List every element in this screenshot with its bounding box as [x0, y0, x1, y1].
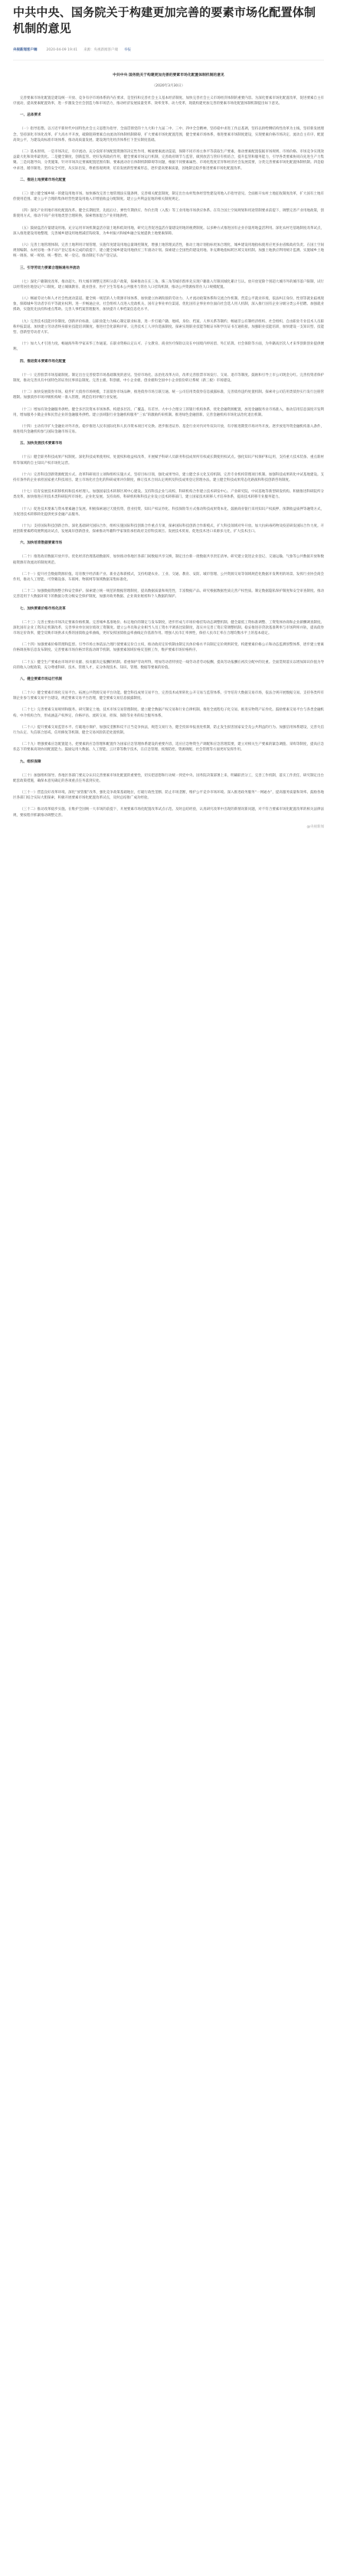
paragraph: （三十一）营造良好改革环境。深化“放管服”改革，强化竞争政策基础地位，打破行政性垄断、防止市场垄断，维护公平竞争市场环境。深入推进政务服务“一网通办”，提高服务质量和效率。鼓励各地区各部门结合实际大胆探索，积极开展要素市场化配置改革试点，及时总结推广成功经验。	[13, 791, 324, 801]
paragraph: （三）建立健全城乡统一的建设用地市场。加快修改完善土地管理法实施条例，完善相关配套制度，制定出台农村集体经营性建设用地入市指导意见。全面推开农村土地征收制度改革，扩大国有土地有偿使用范围。建立公平合理的集体经营性建设用地入市增值收益分配制度。建立公共利益征地的相关制度规定。	[13, 191, 324, 202]
paragraph: （二十四）加强要素价格管理和监督。引导市场主体依法合理行使要素定价自主权，推动政府定价机制由制定具体价格水平向制定定价规则转变。构建要素价格公示和动态监测预警体系，逐步建立要素价格调查和信息发布制度。完善要素市场价格异常波动调节机制。加强要素领域价格反垄断工作，维护要素市场价格秩序。	[13, 643, 324, 653]
paragraph: （二十八）提升要素交易监管水平。打破地方保护，加强反垄断和反不正当竞争执法，规范交易行为，健全投诉举报查处机制，防止发生损害国家安全及公共利益的行为。加强信用体系建设，完善失信行为认定、失信联合惩戒、信用修复等机制。健全交易风险防范处置机制。	[13, 725, 324, 735]
paragraph: （五）鼓励盘活存量建设用地。充分运用市场机制盘活存量土地和低效用地，研究完善促进盘活存量建设用地的税费制度。以多种方式推进国有企业存量用地盘活利用。深化农村宅基地制度改革试点，深入推进建设用地整理，完善城乡建设用地增减挂钩政策，为乡村振兴和城乡融合发展提供土地要素保障。	[13, 226, 324, 236]
paragraph: （十七）培育发展技术转移机构和技术经理人。加强国家技术转移区域中心建设。支持科技企业与高校、科研机构合作建立技术研发中心、产业研究院、中试基地等新型研发机构。积极推进科研院所分类改革，加快推进应用技术类科研院所市场化、企业化发展。支持高校、科研机构和科技企业设立技术转移部门。建立国家技术转移人才培养体系，提高技术转移专业服务能力。	[13, 490, 324, 500]
paragraph: （二十五）健全生产要素由市场评价贡献、按贡献决定报酬的机制。着重保护劳动所得，增加劳动者特别是一线劳动者劳动报酬，提高劳动报酬在初次分配中的比重。全面贯彻落实以增加知识价值为导向的收入分配政策，充分尊重科研、技术、管理人才，充分体现技术、知识、管理、数据等要素的价值。	[13, 660, 324, 670]
paragraph: （三十二）推动改革稳步实施。在维护全国统一大市场的前提下，开展要素市场化配置改革试点示范。及时总结经验，认真研究改革中出现的新情况新问题，对不符合要素市场化配置改革的相关法律法规，要按程序抓紧推动调整完善。	[13, 808, 324, 818]
paragraph: （十九）支持国际科技创新合作。深化基础研究国际合作，组织实施国际科技创新合作重点专项，探索国际科技创新合作新模式，扩大科技领域对外开放。加大抗病毒药物及疫苗研发国际合作力度。开展创新要素跨境便利流动试点，发展离岸创新创业，探索推动外籍科学家领衔承担政府支持科技项目。发展技术贸易，促进技术进口来源多元化，扩大技术出口。	[13, 524, 324, 534]
section-heading: 七、加快要素价格市场化改革	[20, 606, 66, 611]
paragraph: （十四）主动有序扩大金融业对外开放。稳步推进人民币国际化和人民币资本项目可兑换。逐步推进证券、基金行业对内对外双向开放，有序推进期货市场对外开放。逐步放宽外资金融机构准入条件，推进境内金融机构参与国际金融市场交易。	[13, 424, 324, 435]
paragraph: （十三）增加有效金融服务供给。健全多层次资本市场体系。构建多层次、广覆盖、有差异、大中小合理分工的银行机构体系，优化金融资源配置，放宽金融服务业市场准入，推动信用信息深度开发利用，增加服务小微企业和民营企业的金融服务供给。建立县域银行业金融机构服务“三农”的激励约束机制。推进绿色金融创新。完善金融机构市场化法治化退出机制。	[13, 407, 324, 417]
paragraph: （二十七）完善要素交易规则和服务。研究制定土地、技术市场交易管理制度。建立健全数据产权交易和行业自律机制。推进全流程电子化交易。推进实物资产证券化。鼓励要素交易平台与各类金融机构、中介机构合作，形成涵盖产权界定、价格评估、流转交易、担保、保险等业务的综合服务体系。	[13, 708, 324, 718]
paragraph: （八）畅通劳动力和人才社会性流动渠道。健全统一规范的人力资源市场体系，加快建立协调衔接的劳动力、人才流动政策体系和交流合作机制。营造公平就业环境，依法纠正身份、性别等就业歧视现象，保障城乡劳动者享有平等就业权利。进一步畅通企业、社会组织人员进入党政机关、国有企事业单位渠道。优化国有企事业单位面向社会选人用人机制，深入推行国有企业分级分类公开招聘。加强就业援助，实施优先扶持和重点帮助。完善人事档案管理服务，加快提升人事档案信息化水平。	[13, 297, 324, 312]
source-text: 来源：央视新闻客户端	[83, 48, 119, 52]
paragraph: （六）完善土地管理体制。完善土地利用计划管理，实施年度建设用地总量调控制度，增强土地管理灵活性，推动土地计划指标更加合理化，城乡建设用地指标使用应更多由省级政府负责。在国土空间规划编制、农村房地一体不动产登记基本完成的前提下，建立健全城乡建设用地供应三年滚动计划。探索建立全国性的建设用地、补充耕地指标跨区域交易机制。加强土地供应利用统计监测。实施城乡土地统一调查、统一规划、统一整治、统一登记。推动制定不动产登记法。	[13, 243, 324, 259]
paragraph: （三十）加强组织领导。各地区各部门要充分认识完善要素市场化配置的重要性，切实把思想和行动统一到党中央、国务院决策部署上来，明确职责分工，完善工作机制，落实工作责任，研究制定出台配套政策措施，确保本意见确定的各项重点任务落到实处。	[13, 773, 324, 783]
watermark: @央视新闻	[306, 824, 324, 829]
paragraph: （十）加大人才引进力度。畅通海外科学家来华工作通道。在职业资格认定认可、子女教育、商业医疗保险以及在中国境内停居留、外汇结算、社会保险等方面，为外籍高层次人才来华创新创业提供便利。	[13, 342, 324, 352]
section-heading: 八、健全要素市场运行机制	[20, 677, 63, 681]
paragraph: （二十一）提升社会数据资源价值。培育数字经济新产业、新业态和新模式，支持构建农业、工业、交通、教育、安防、城市管理、公共资源交易等领域规范化数据开发利用的场景。发挥行业协会商会作用，推动人工智能、可穿戴设备、车联网、物联网等领域数据采集标准化。	[13, 572, 324, 582]
paragraph: （十二）加快发展债券市场。稳步扩大债券市场规模，丰富债券市场品种，推进债券市场互联互通。统一公司信用类债券信息披露标准，完善债券违约处置机制。探索对公司信用类债券实行发行注册管理制。加强债券市场评级机构统一准入管理，规范信用评级行业发展。	[13, 390, 324, 400]
report-link[interactable]: 举报	[124, 48, 132, 52]
paragraph: （九）完善技术技能评价制度。创新评价标准，以职业能力为核心制定职业标准，进一步打破户籍、地域、身份、档案、人事关系等制约，畅通非公有制经济组织、社会组织、自由职业专业技术人员职称申报渠道。加快建立劳动者终身职业技能培训制度。推进社会化职称评审。完善技术工人评价选拔制度。探索实现职业技能等级证书和学历证书互通衔接。加强职业技能培训，加快建设一支知识型、技能型、创新型劳动者大军。	[13, 319, 324, 335]
paragraph: 完善要素市场化配置是建设统一开放、竞争有序市场体系的内在要求，是坚持和完善社会主义基本经济制度、加快完善社会主义市场经济体制的重要内容。为深化要素市场化配置改革，促进要素自主有序流动，提高要素配置效率，进一步激发全社会创造力和市场活力，推动经济发展质量变革、效率变革、动力变革，现就构建更加完善的要素市场化配置体制机制提出如下意见。	[13, 96, 324, 106]
section-heading: 九、组织保障	[20, 759, 41, 764]
section-heading: 五、加快发展技术要素市场	[20, 442, 63, 446]
paragraph: （二）基本原则。一是市场决定，有序流动。充分发挥市场配置资源的决定性作用，畅通要素流动渠道，保障不同市场主体平等获取生产要素，推动要素配置依据市场规则、市场价格、市场竞争实现效益最大化和效率最优化。二是健全制度，创新监管。更好发挥政府作用，健全要素市场运行机制，完善政府调节与监管，做到放活与管好有机结合，提升监管和服务能力，引导各类要素协同向先进生产力集聚。三是问题导向，分类施策。针对市场决定要素配置范围有限、要素流动存在体制机制障碍等问题，根据不同要素属性、市场化程度差异和经济社会发展需要，分类完善要素市场化配置体制机制。四是稳中求进，循序渐进。坚持安全可控，从实际出发，尊重客观规律，培育发展新型要素形态，逐步提高要素质量，因地制宜稳步推进要素市场化配置改革。	[13, 150, 324, 171]
document-title: 中共中央 国务院关于构建更加完善的要素市场化配置体制机制的意见	[113, 73, 224, 77]
article-meta	[13, 44, 324, 55]
publish-time: 2020-04-09 19:41	[46, 47, 78, 52]
paragraph: （二十二）加强数据资源整合和安全保护。探索建立统一规范的数据管理制度，提高数据质量和规范性，丰富数据产品。研究根据数据性质完善产权性质。制定数据隐私保护制度和安全审查制度。推动完善适用于大数据环境下的数据分类分级安全保护制度，加强对政务数据、企业商业秘密和个人数据的保护。	[13, 589, 324, 599]
paragraph: （二十六）健全要素市场化交易平台。拓展公共资源交易平台功能。健全科技成果交易平台，完善技术成果转化公开交易与监管体系。引导培育大数据交易市场，依法合规开展数据交易。支持各类所有制企业参与要素交易平台建设，规范要素交易平台治理，健全要素交易信息披露制度。	[13, 691, 324, 701]
paragraph: （二十）推进政府数据开放共享。优化经济治理基础数据库，加快推动各地区各部门间数据共享交换，制定出台新一批数据共享责任清单。研究建立促进企业登记、交通运输、气象等公共数据开放和数据资源有效流动的制度规范。	[13, 555, 324, 565]
section-heading: 三、引导劳动力要素合理畅通有序流动	[20, 266, 80, 270]
paragraph: （十五）健全职务科技成果产权制度。深化科技成果使用权、处置权和收益权改革，开展赋予科研人员职务科技成果所有权或长期使用权试点。强化知识产权保护和运用，支持重大技术装备、重点新材料等领域的自主知识产权市场化运营。	[13, 455, 324, 465]
section-heading: 二、推进土地要素市场化配置	[20, 178, 66, 182]
author-link[interactable]: 央视新闻客户端	[13, 48, 38, 52]
paragraph: （七）深化户籍制度改革。推动超大、特大城市调整完善积分落户政策，探索推动在长三角、珠三角等城市群率先实现户籍准入年限同城化累计互认。放开放宽除个别超大城市外的城市落户限制，试行以经常居住地登记户口制度。建立城镇教育、就业创业、医疗卫生等基本公共服务与常住人口挂钩机制，推动公共资源按常住人口规模配置。	[13, 279, 324, 289]
article-title: 中共中央、国务院关于构建更加完善的要素市场化配置体制机制的意见	[13, 5, 316, 35]
article-body	[13, 96, 324, 818]
document-date: （2020年3月30日）	[152, 84, 185, 88]
section-heading: 四、推进资本要素市场化配置	[20, 359, 66, 364]
paragraph: （二十九）增强要素应急配置能力。把要素的应急管理和配置作为国家应急管理体系建设的重要内容，适应应急物资生产调配和应急管理需要，建立对相关生产要素的紧急调拨、采购等制度，提高应急状态下的要素高效协同配置能力。鼓励运用大数据、人工智能、云计算等数字技术，在应急管理、疫情防控、资源调配、社会管理等方面更好发挥作用。	[13, 743, 324, 753]
paragraph: （十六）完善科技创新资源配置方式。改革科研项目立项和组织实施方式，坚持目标引领，强化成果导向，建立健全多元化支持机制。完善专业机构管理项目机制。加强科技成果转化中试基地建设。支持有条件的企业承担国家重大科技项目。建立市场化社会化的科研成果评价制度，修订技术合同认定规则及科技成果登记管理办法。建立健全科技成果常态化路演和科技创新咨询制度。	[13, 472, 324, 482]
paragraph: （二十三）完善主要由市场决定要素价格机制。完善城乡基准地价、标定地价的制定与发布制度，逐步形成与市场价格挂钩动态调整机制。健全最低工资标准调整、工资集体协商和企业薪酬调查制度。深化国有企业工资决定机制改革，完善事业单位岗位绩效工资制度。建立公务员和企业相当人员工资水平调查比较制度，落实并完善工资正常调整机制。稳妥推进存贷款基准利率与市场利率并轨，提高债券市场定价效率，健全反映市场供求关系的国债收益率曲线，更好发挥国债收益率曲线定价基准作用。增强人民币汇率弹性，保持人民币汇率在合理均衡水平上的基本稳定。	[13, 620, 324, 635]
paragraph: （十八）促进技术要素与资本要素融合发展。积极探索通过天使投资、创业投资、知识产权证券化、科技保险等方式推动科技成果资本化。鼓励商业银行采用知识产权质押、预期收益质押等融资方式，为促进技术转移转化提供更多金融产品服务。	[13, 507, 324, 517]
section-heading: 六、加快培育数据要素市场	[20, 541, 63, 546]
section-heading: 一、总体要求	[20, 113, 41, 118]
paragraph: （一）指导思想。以习近平新时代中国特色社会主义思想为指导，全面贯彻党的十九大和十九届二中、三中、四中全会精神，坚持稳中求进工作总基调，坚持以供给侧结构性改革为主线，坚持新发展理念，坚持深化市场化改革、扩大高水平开放，破除阻碍要素自由流动的体制机制障碍，扩大要素市场化配置范围，健全要素市场体系，推进要素市场制度建设，实现要素价格市场决定、流动自主有序、配置高效公平，为建设高标准市场体系、推动高质量发展、建设现代化经济体系打下坚实制度基础。	[13, 127, 324, 142]
paragraph: （十一）完善股票市场基础制度。制定出台完善股票市场基础制度的意见。坚持市场化、法治化改革方向，改革完善股票市场发行、交易、退市等制度。鼓励和引导上市公司现金分红。完善投资者保护制度，推动完善具有中国特色的证券民事诉讼制度。完善主板、科创板、中小企业板、创业板和全国中小企业股份转让系统（新三板）市场建设。	[13, 373, 324, 383]
paragraph: （四）深化产业用地市场化配置改革。健全长期租赁、先租后让、弹性年期供应、作价出资（入股）等工业用地市场供应体系。在符合国土空间规划和用途管制要求前提下，调整完善产业用地政策，创新使用方式，推动不同产业用地类型合理转换，探索增加混合产业用地供给。	[13, 209, 324, 219]
